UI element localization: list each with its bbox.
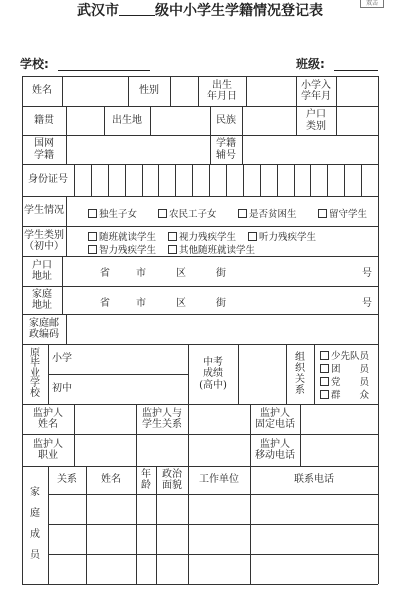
guardian-mobile-label: 监护人 移动电话 xyxy=(255,438,295,461)
status-option[interactable]: 是否贫困生 xyxy=(238,206,297,220)
family-label: 家 庭 成 员 xyxy=(30,487,40,562)
org-label: 组 织 关 系 xyxy=(295,352,305,396)
home-number: 号 xyxy=(362,298,372,309)
name-label: 姓名 xyxy=(32,85,52,97)
id-digit-cell[interactable] xyxy=(243,164,244,196)
hukou-province: 省 xyxy=(100,268,110,279)
status-option[interactable]: 农民工子女 xyxy=(158,206,217,220)
fam-work-header: 工作单位 xyxy=(199,474,239,486)
junior-label: 初中 xyxy=(52,383,72,395)
checkbox-icon xyxy=(158,209,167,218)
home-addr-label: 家庭 地址 xyxy=(32,288,52,311)
category-option[interactable]: 视力残疾学生 xyxy=(168,229,236,243)
category-option[interactable]: 随班就读学生 xyxy=(88,229,156,243)
status-option[interactable]: 独生子女 xyxy=(88,206,137,220)
id-digit-cell[interactable] xyxy=(74,164,75,196)
org-option[interactable]: 群 众 xyxy=(320,387,369,401)
hukou-addr-label: 户口 地址 xyxy=(32,259,52,282)
form-title xyxy=(0,0,400,20)
checkbox-icon xyxy=(238,209,247,218)
school-label: 学校: xyxy=(20,57,49,71)
class-label: 班级: xyxy=(296,57,325,71)
id-number-label: 身份证号 xyxy=(28,174,68,186)
org-option[interactable]: 团 员 xyxy=(320,361,369,375)
checkbox-icon xyxy=(320,390,329,399)
checkbox-icon xyxy=(88,209,97,218)
id-digit-cell[interactable] xyxy=(260,164,261,196)
fam-phone-header: 联系电话 xyxy=(294,474,334,486)
org-option[interactable]: 少先队员 xyxy=(320,348,369,362)
checkbox-icon xyxy=(320,377,329,386)
zhongkao-label: 中考 成绩 (高中) xyxy=(199,356,227,391)
checkbox-icon xyxy=(168,232,177,241)
student-category-label: 学生类别 （初中） xyxy=(24,229,64,252)
id-digit-cell[interactable] xyxy=(175,164,176,196)
id-digit-cell[interactable] xyxy=(361,164,362,196)
id-digit-cell[interactable] xyxy=(327,164,328,196)
id-digit-cell[interactable] xyxy=(294,164,295,196)
guardian-phone-label: 监护人 固定电话 xyxy=(255,407,295,430)
checkbox-icon xyxy=(320,364,329,373)
id-digit-cell[interactable] xyxy=(226,164,227,196)
checkbox-icon xyxy=(320,351,329,360)
id-digit-cell[interactable] xyxy=(310,164,311,196)
id-digit-cell[interactable] xyxy=(344,164,345,196)
category-option[interactable]: 其他随班就读学生 xyxy=(168,242,255,256)
hukou-number: 号 xyxy=(362,268,372,279)
national-id-label: 国网 学籍 xyxy=(34,138,54,161)
id-digit-cell[interactable] xyxy=(91,164,92,196)
hukou-type-label: 户口 类别 xyxy=(306,109,326,132)
class-field[interactable] xyxy=(334,70,378,71)
home-district: 区 xyxy=(176,298,186,309)
hukou-district: 区 xyxy=(176,268,186,279)
origin-label: 籍贯 xyxy=(34,114,54,126)
fam-name-header: 姓名 xyxy=(101,474,121,486)
id-digit-cell[interactable] xyxy=(158,164,159,196)
title-prefix: 武汉市 xyxy=(77,3,119,19)
home-city: 市 xyxy=(136,298,146,309)
checkbox-icon xyxy=(248,232,257,241)
birth-label: 出生 年月日 xyxy=(207,79,237,102)
student-status-label: 学生情况 xyxy=(24,205,64,217)
guardian-name-label: 监护人 姓名 xyxy=(33,407,63,430)
fam-relation-header: 关系 xyxy=(57,474,77,486)
id-digit-cell[interactable] xyxy=(192,164,193,196)
title-suffix: 级中小学生学籍情况登记表 xyxy=(155,3,323,19)
id-digit-cell[interactable] xyxy=(277,164,278,196)
id-digit-cell[interactable] xyxy=(142,164,143,196)
birthplace-label: 出生地 xyxy=(112,114,142,126)
id-digit-cell[interactable] xyxy=(108,164,109,196)
checkbox-icon xyxy=(88,245,97,254)
category-option[interactable]: 听力残疾学生 xyxy=(248,229,316,243)
checkbox-icon xyxy=(318,209,327,218)
id-digit-cell[interactable] xyxy=(209,164,210,196)
checkbox-icon xyxy=(88,232,97,241)
guardian-rel-label: 监护人与 学生关系 xyxy=(142,407,182,430)
hukou-city: 市 xyxy=(136,268,146,279)
aux-id-label: 学籍 辅号 xyxy=(216,138,236,161)
postcode-label: 家庭邮 政编码 xyxy=(29,317,59,340)
gender-label: 性别 xyxy=(139,85,159,97)
enroll-label: 小学入 学年月 xyxy=(301,79,331,102)
corner-tag: 双击 xyxy=(360,0,384,8)
ethnicity-label: 民族 xyxy=(216,114,236,126)
status-option[interactable]: 留守学生 xyxy=(318,206,367,220)
primary-label: 小学 xyxy=(52,353,72,365)
home-street: 街 xyxy=(216,298,226,309)
guardian-job-label: 监护人 职业 xyxy=(33,438,63,461)
school-field[interactable] xyxy=(58,70,150,71)
category-option[interactable]: 智力残疾学生 xyxy=(88,242,156,256)
id-digit-cell[interactable] xyxy=(125,164,126,196)
org-option[interactable]: 党 员 xyxy=(320,374,369,388)
hukou-street: 街 xyxy=(216,268,226,279)
fam-age-header: 年 龄 xyxy=(141,468,151,491)
checkbox-icon xyxy=(168,245,177,254)
home-province: 省 xyxy=(100,298,110,309)
grade-blank[interactable] xyxy=(119,3,155,16)
prev-school-label: 原 毕 业 学 校 xyxy=(30,348,40,399)
fam-politics-header: 政治 面貌 xyxy=(162,468,182,491)
